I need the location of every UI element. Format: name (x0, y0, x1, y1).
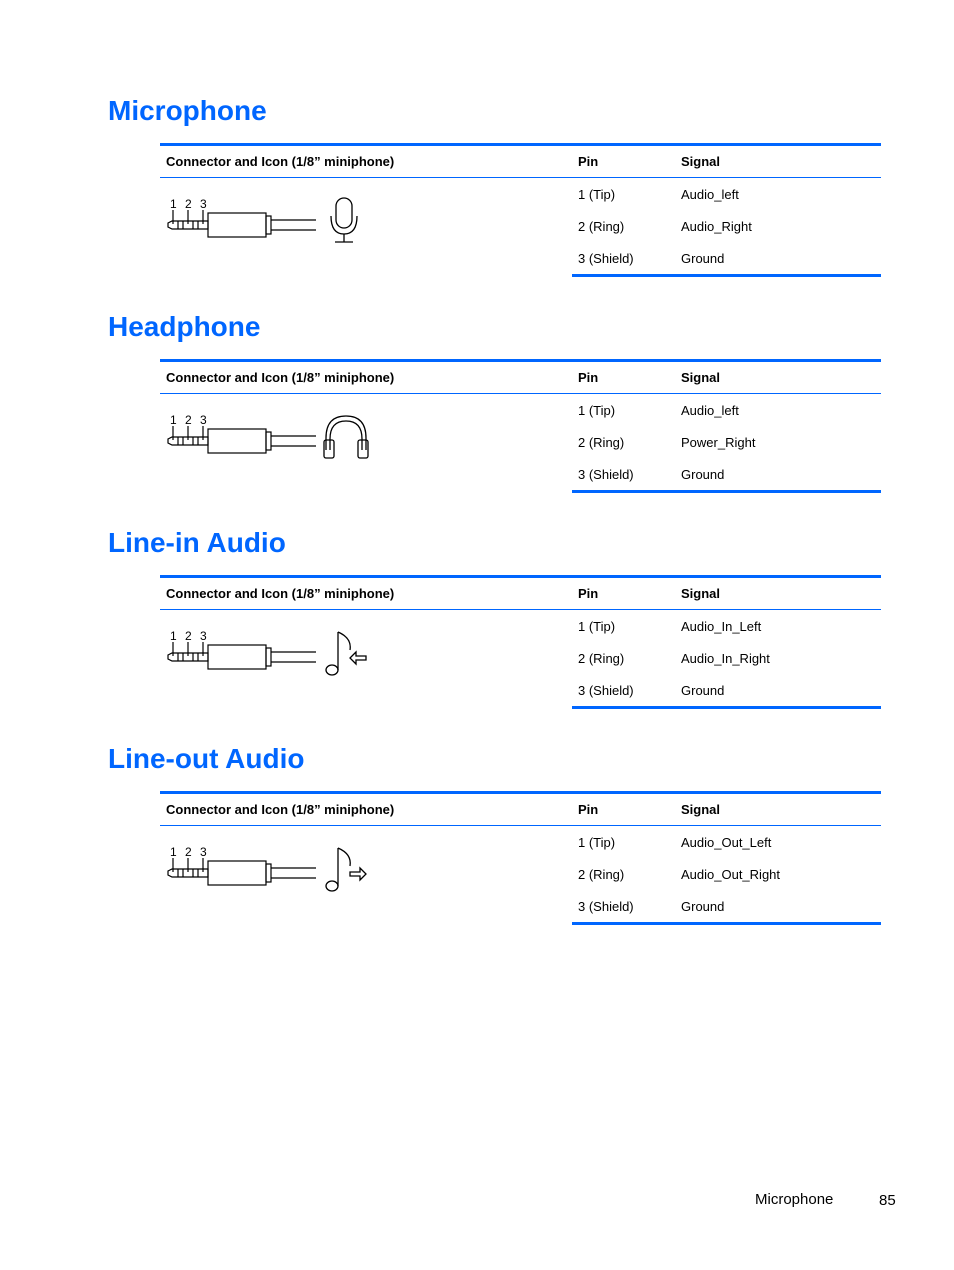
pin-cell: 1 (Tip) (578, 186, 616, 202)
signal-cell: Ground (675, 890, 881, 924)
miniphone-plug-icon (168, 210, 316, 237)
signal-cell: Audio_Right (681, 218, 752, 234)
pin-cell: 1 (Tip) (578, 402, 616, 418)
line-out-spec-table (160, 791, 881, 925)
headphone-spec-table (160, 359, 881, 493)
connector-diagram (166, 196, 366, 248)
pin-cell: 2 (Ring) (578, 650, 625, 666)
header-connector: Connector and Icon (1/8” miniphone) (160, 577, 572, 610)
page-number: 85 (879, 1192, 896, 1209)
pin-cell: 2 (Ring) (578, 866, 625, 882)
signal-cell: Audio_left (681, 402, 739, 418)
section-title-headphone: Headphone (108, 311, 261, 342)
line-in-icon (326, 632, 366, 675)
headphone-icon (324, 416, 368, 458)
pin-cell: 3 (Shield) (572, 674, 675, 708)
connector-diagram (166, 412, 376, 464)
connector-cell (160, 178, 572, 276)
pin-label: 1 (170, 413, 177, 427)
section-title-line-out-audio: Line-out Audio (108, 743, 305, 774)
table-header-row (160, 145, 881, 178)
header-signal: Signal (675, 361, 881, 394)
header-signal: Signal (675, 145, 881, 178)
signal-cell: Audio_Out_Left (681, 834, 772, 850)
signal-cell: Audio_Out_Right (681, 866, 781, 882)
line-out-icon (326, 848, 366, 891)
pin-cell: 2 (Ring) (578, 434, 625, 450)
header-connector: Connector and Icon (1/8” miniphone) (160, 145, 572, 178)
miniphone-plug-icon (168, 858, 316, 885)
header-connector: Connector and Icon (1/8” miniphone) (160, 361, 572, 394)
header-pin: Pin (572, 361, 675, 394)
pin-label: 3 (200, 413, 207, 427)
header-pin: Pin (572, 577, 675, 610)
signal-cell: Audio_In_Left (681, 618, 762, 634)
header-signal: Signal (675, 793, 881, 826)
line-in-spec-table (160, 575, 881, 709)
pin-label: 1 (170, 629, 177, 643)
table-header-row (160, 793, 881, 826)
pin-label: 1 (170, 197, 177, 211)
header-pin: Pin (572, 793, 675, 826)
pin-label: 2 (185, 413, 192, 427)
header-connector: Connector and Icon (1/8” miniphone) (160, 793, 572, 826)
signal-cell: Power_Right (681, 434, 756, 450)
signal-cell: Audio_left (681, 186, 739, 202)
table-row (160, 610, 881, 643)
connector-cell (160, 610, 572, 708)
table-header-row (160, 577, 881, 610)
connector-diagram (166, 628, 376, 680)
miniphone-plug-icon (168, 642, 316, 669)
section-title-line-in-audio: Line-in Audio (108, 527, 286, 558)
pin-cell: 2 (Ring) (578, 218, 625, 234)
pin-cell: 1 (Tip) (578, 618, 616, 634)
table-row (160, 394, 881, 427)
connector-cell (160, 826, 572, 924)
table-header-row (160, 361, 881, 394)
table-row (160, 178, 881, 211)
pin-label: 2 (185, 629, 192, 643)
connector-cell (160, 394, 572, 492)
pin-label: 1 (170, 845, 177, 859)
signal-cell: Ground (675, 242, 881, 276)
pin-label: 2 (185, 845, 192, 859)
table-row (160, 826, 881, 859)
pin-cell: 1 (Tip) (578, 834, 616, 850)
pin-label: 3 (200, 629, 207, 643)
header-signal: Signal (675, 577, 881, 610)
section-title-microphone: Microphone (108, 95, 267, 126)
microphone-spec-table (160, 143, 881, 277)
header-pin: Pin (572, 145, 675, 178)
pin-cell: 3 (Shield) (572, 242, 675, 276)
signal-cell: Audio_In_Right (681, 650, 770, 666)
pin-cell: 3 (Shield) (572, 458, 675, 492)
signal-cell: Ground (675, 458, 881, 492)
pin-label: 3 (200, 197, 207, 211)
microphone-icon (331, 198, 357, 242)
pin-cell: 3 (Shield) (572, 890, 675, 924)
connector-diagram (166, 844, 376, 896)
pin-label: 3 (200, 845, 207, 859)
pin-label: 2 (185, 197, 192, 211)
footer-section-label: Microphone (755, 1191, 834, 1208)
signal-cell: Ground (675, 674, 881, 708)
miniphone-plug-icon (168, 426, 316, 453)
